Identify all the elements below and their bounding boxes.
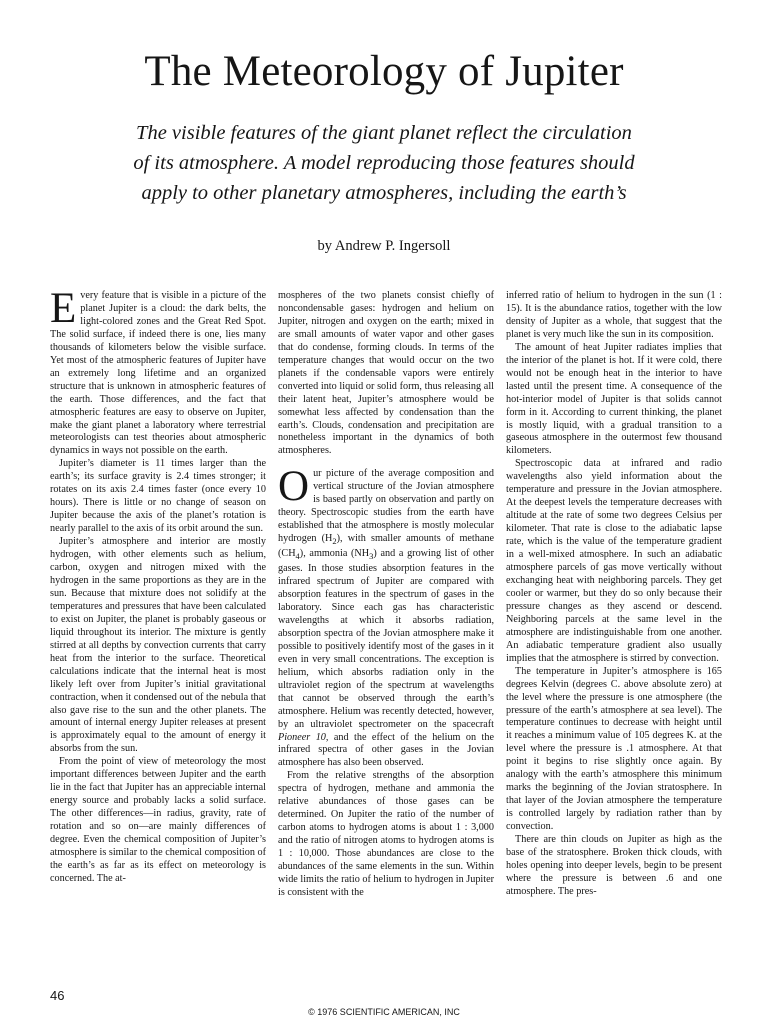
paragraph: Jupiter’s atmosphere and interior are mostly hydrogen, with other elements such as helium, carbon, oxygen and nitrogen mixed with the hydrogen in the same proportions as they are in the sun. Because that mixture does not solidify at the temperatures and pressures that have been calculated to exist on Jupiter, the planet is probably gaseous or liquid throughout its interior. The mixture is gently stirred at all depths by convection currents that carry heat from the interior to the surface. Theoretical calculations indicate that the internal heat is most likely left over from Jupiter’s initial gravitational contraction, when it condensed out of the nebula that also gave rise to the sun and the other planets. The amount of internal energy Jupiter releases at present is approximately equal to the amount of energy it absorbs from the sun.: [50, 536, 266, 755]
subtitle-line: The visible features of the giant planet reflect the circulation: [136, 122, 632, 144]
subscript: 3: [369, 551, 374, 562]
subscript: 4: [295, 551, 300, 562]
drop-cap: O: [278, 463, 310, 511]
paragraph: From the point of view of meteorology the most important differences between Jupiter and the earth lie in the fact that Jupiter has an appreciable internal energy source and probably lacks a solid surface. The other differences—in radius, gravity, rate of rotation and so on—are mainly differences of degree. Even the chemical composition of Jupiter’s atmosphere is similar to the chemical composition of the earth’s as far as its effect on meteorology is concerned. The at-: [50, 756, 266, 884]
byline: by Andrew P. Ingersoll: [317, 238, 451, 254]
spacecraft-name: Pioneer 10,: [278, 731, 329, 743]
text-column-1: [50, 285, 266, 886]
copyright-notice: © 1976 SCIENTIFIC AMERICAN, INC: [308, 1007, 460, 1017]
paragraph: There are thin clouds on Jupiter as high as the base of the stratosphere. Broken thick clouds, with holes opening into deeper levels, begin to be present where the pressure is between .6 and one atmosphere. The pres-: [506, 834, 722, 897]
paragraph-text: ), ammonia (NH: [299, 548, 370, 560]
paragraph: [278, 463, 495, 770]
paragraph: From the relative strengths of the absorption spectra of hydrogen, methane and ammonia the relative abundances of those gases can be determined. On Jupiter the ratio of the number of carbon atoms to hydrogen atoms is about 1 : 3,000 and the ratio of nitrogen atoms to hydrogen atoms is 1 : 10,000. Those abundances are close to the abundances of the same elements in the sun. Within wide limits the ratio of helium to hydrogen in Jupiter is consistent with the: [278, 770, 494, 898]
paragraph: mospheres of the two planets consist chiefly of noncondensable gases: hydrogen and helium on Jupiter, nitrogen and oxygen on the earth; mixed in are small amounts of water vapor and other gases that do condense, forming clouds. In terms of the temperature changes that would occur on the two planets if the condensable vapors were entirely converted into liquid or solid form, thus releasing all their latent heat, Jupiter’s atmosphere would be somewhat less affected by condensation than the earth’s. Clouds, condensation and precipitation are nonetheless important in the dynamics of both atmospheres.: [278, 290, 494, 457]
paragraph: [50, 285, 266, 458]
paragraph: inferred ratio of helium to hydrogen in the sun (1 : 15). It is the abundance ratios, together with the low density of Jupiter as a whole, that suggest that the planet is very much like the sun in its composition.: [506, 290, 722, 340]
article-title: The Meteorology of Jupiter: [144, 48, 624, 95]
paragraph-text: ) and a growing list of other gases. In those studies absorption features in the infrared spectrum of Jupiter are compared with absorption features in the spectrum of gases in the laboratory. Since each gas has characteristic wavelengths at which it absorbs radiation, absorption spectra of the Jovian atmosphere make it possible to positively identify most of the gases in it even in very small concentrations. The exception is helium, which absorbs radiation only in the ultraviolet region of the spectrum at wavelengths that cannot be observed through the earth’s atmosphere. Helium was recently detected, however, by an ultraviolet spectrometer on the spacecraft: [278, 548, 494, 730]
subscript: 2: [332, 536, 337, 547]
paragraph-text: very feature that is visible in a picture of the planet Jupiter is a cloud: the dark belts, the light-colored zones and the Great Red Spot. The solid surface, if indeed there is one, lies many thousands of kilometers below the visible surface. Yet most of the atmospheric features of Jupiter have an extremely long lifetime and an organized structure that is unknown in atmospheric features of the earth. Those differences, and the fact that atmospheric features are easy to observe on Jupiter, make the giant planet a laboratory where terrestrial meteorologists can test theories about atmospheric dynamics in ways not possible on the earth.: [50, 290, 266, 457]
paragraph-text: ur picture of the average composition and vertical structure of the Jovian atmosphere is based partly on observation and partly on theory. Spectroscopic studies from the earth have established that the atmosphere is mostly molecular hydrogen (H: [278, 468, 494, 545]
text-column-2: [278, 290, 494, 900]
paragraph: Spectroscopic data at infrared and radio wavelengths also yield information about the temperature and pressure in the Jovian atmosphere. At the deepest levels the temperature decreases with altitude at the rate of some two degrees Celsius per kilometer. That rate is close to the adiabatic lapse rate, which is the value of the temperature gradient in a well-mixed atmosphere. In such an adiabatic atmosphere parcels of gas move vertically without exchanging heat with neighboring parcels. They get cooler or warmer, but they do so only because their pressure changes as they ascend or descend. Neighboring parcels at the same level in the atmosphere are indistinguishable from one another. An adiabatic temperature gradient also usually implies that the atmosphere is stirred by convection.: [506, 458, 722, 664]
article-subtitle: [108, 118, 660, 208]
drop-cap: E: [50, 285, 77, 332]
paragraph-text: and the effect of the helium on the infrared spectra of other gases in the Jovian atmosphere has also been observed.: [278, 731, 495, 769]
paragraph-text: ), with smaller amounts of methane (CH: [278, 533, 494, 560]
text-column-3: [506, 290, 722, 899]
subtitle-line: of its atmosphere. A model reproducing those features should: [133, 152, 635, 174]
paragraph: The amount of heat Jupiter radiates implies that the interior of the planet is hot. If it were cold, there would not be enough heat in the interior to have lasted until the present time. A consequence of the hot-interior model of Jupiter is that solids cannot form in it. According to current thinking, the planet is mostly liquid, with a gradual transition to a gaseous atmosphere in the outermost few thousand kilometers.: [506, 341, 722, 457]
paragraph: Jupiter’s diameter is 11 times larger than the earth’s; its surface gravity is 2.4 times stronger; it rotates on its axis 2.4 times faster (once every 10 hours). There is little or no change of season on Jupiter because the axis of the planet’s rotation is nearly parallel to the axis of its orbit around the sun.: [50, 458, 266, 535]
paragraph: The temperature in Jupiter’s atmosphere is 165 degrees Kelvin (degrees C. above absolute zero) at the level where the pressure is one atmosphere (the pressure of the earth’s atmosphere at sea level). The temperature continues to decrease with height until it reaches a minimum value of 105 degrees K. at the level where the pressure is .1 atmosphere. At that point it begins to rise slightly once again. By analogy with the earth’s atmosphere this minimum marks the beginning of the Jovian stratosphere. In that layer of the Jovian atmosphere the temperature is controlled largely by radiation rather than by convection.: [506, 665, 722, 833]
subtitle-line: apply to other planetary atmospheres, including the earth’s: [141, 182, 627, 204]
page-number: 46: [50, 988, 65, 1003]
